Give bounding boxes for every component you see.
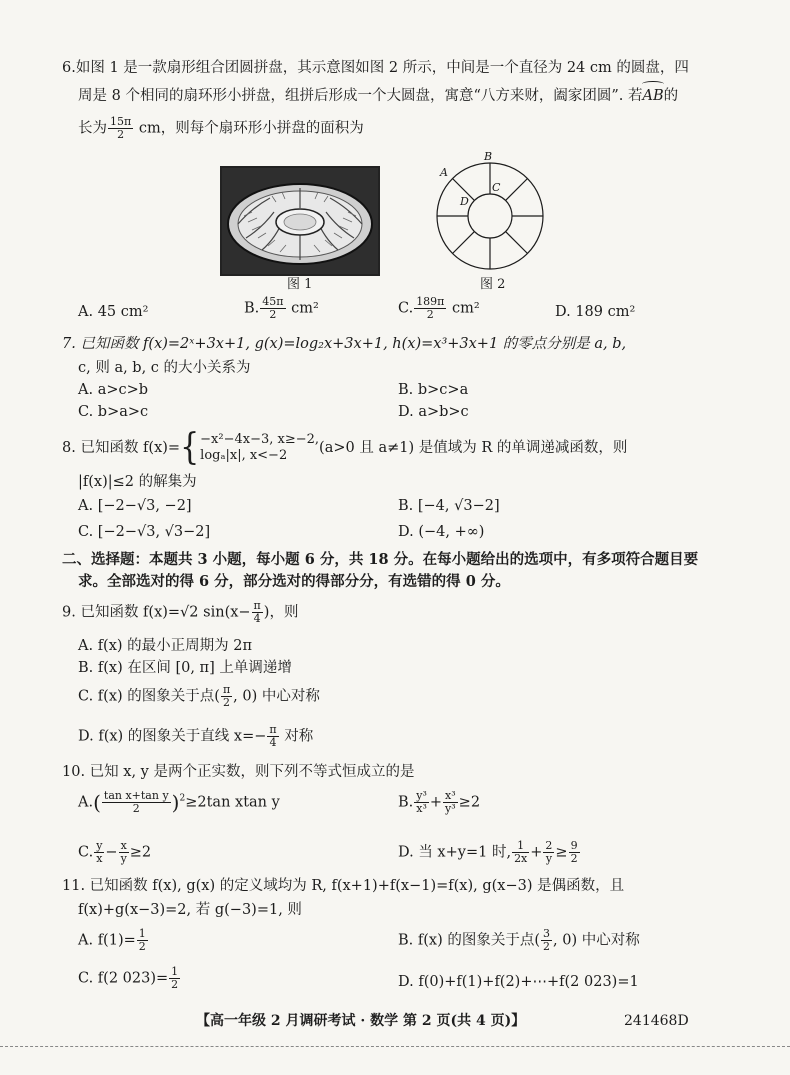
q10-opta-post: ≥2tan xtan y bbox=[185, 794, 280, 811]
q11-optb-post: , 0) 中心对称 bbox=[553, 932, 640, 949]
q9-optd-den: 4 bbox=[269, 736, 277, 749]
q10-stem: 10. 已知 x, y 是两个正实数，则下列不等式恒成立的是 bbox=[62, 764, 415, 780]
q9-option-c: C. f(x) 的图象关于点( $\frac{\pi}{2}$ , 0) 中心对称 bbox=[78, 683, 320, 709]
q8-pre: 8. 已知函数 f(x)= bbox=[62, 440, 181, 456]
q6-len-den: 2 bbox=[117, 128, 125, 141]
q10-optd-den3: 2 bbox=[570, 852, 578, 865]
q8-line1 bbox=[62, 428, 627, 468]
q10-optb-post: ≥2 bbox=[458, 794, 481, 811]
q9-optc-pre: C. f(x) 的图象关于点 bbox=[78, 688, 215, 705]
figure1-caption: 图 1 bbox=[287, 277, 313, 292]
q10-optc-post: ≥2 bbox=[129, 844, 152, 861]
section2-line2: 求。全部选对的得 6 分，部分选对的得部分分，有选错的得 0 分。 bbox=[78, 573, 510, 590]
point-d-label: D bbox=[460, 195, 469, 208]
q10-optc-num2: x bbox=[120, 839, 127, 852]
q10-optc-den1: x bbox=[96, 852, 103, 865]
q6-optb-pre: B. bbox=[244, 300, 260, 317]
q6-line2-text: 周是 8 个相同的扇环形小拼盘，组拼后形成一个大圆盘，寓意“八方来财，阖家团圆”. 若 bbox=[78, 88, 643, 104]
q11-option-a bbox=[78, 928, 149, 953]
q11-optc-pre: C. f(2 023)= bbox=[78, 970, 169, 987]
q11-optc-fraction bbox=[169, 966, 180, 991]
q10-optc-den2: y bbox=[120, 852, 127, 865]
q9-arg-den: 4 bbox=[253, 612, 261, 625]
q10-option-c: C. $\frac{y}{x}$ − $\frac{x}{y}$ ≥2 bbox=[78, 839, 152, 865]
q6-optc-pre: C. bbox=[398, 300, 414, 317]
q10-option-a: A.( $\frac{\text{tan x+tan y}}{2}$ )$^2$≥2tan xtan y bbox=[78, 789, 280, 815]
q6-optb-post: cm² bbox=[286, 300, 319, 317]
q6-optb-den: 2 bbox=[269, 308, 277, 321]
q8-option-c: C. [−2−√3, √3−2] bbox=[78, 524, 211, 540]
q11-opta-pre: A. f(1)= bbox=[78, 932, 136, 949]
footer-code: 241468D bbox=[624, 1013, 689, 1029]
q9-arg-num: π bbox=[253, 599, 261, 612]
q7-option-c: C. b>a>c bbox=[78, 404, 149, 420]
platter-illustration bbox=[222, 168, 378, 274]
q11-option-d: D. f(0)+f(1)+f(2)+⋯+f(2 023)=1 bbox=[398, 974, 639, 990]
q6-optc-num: 189π bbox=[416, 295, 445, 308]
q8-brace: { bbox=[180, 426, 200, 469]
q6-line3-pre: 长为 bbox=[78, 120, 107, 137]
q11-line1: 11. 已知函数 f(x), g(x) 的定义域均为 R, f(x+1)+f(x−1)=f(x), g(x−3) 是偶函数，且 bbox=[62, 878, 625, 894]
q9-optd-fraction bbox=[267, 724, 278, 749]
q9-optd-post: 对称 bbox=[279, 728, 314, 745]
q11-optb-num: 3 bbox=[543, 927, 551, 940]
inner-circle bbox=[468, 194, 512, 238]
q10-opta-fraction bbox=[102, 790, 171, 815]
q11-opta-den: 2 bbox=[138, 940, 146, 953]
q9-stem bbox=[62, 600, 298, 625]
q10-optc-pre: C. bbox=[78, 844, 94, 861]
q6-line3 bbox=[78, 116, 364, 141]
q6-optc-post: cm² bbox=[447, 300, 480, 317]
q6-length-fraction bbox=[108, 116, 133, 141]
q11-optb-fraction bbox=[541, 928, 552, 953]
q10-optb-pre: B. bbox=[398, 794, 414, 811]
q9-optd-pre: D. f(x) 的图象关于直线 x=− bbox=[78, 728, 267, 745]
q10-optb-num2: x³ bbox=[445, 789, 456, 802]
q10-optd-fraction1 bbox=[512, 840, 529, 865]
q11-optc-num: 1 bbox=[171, 965, 179, 978]
section2-line1: 二、选择题：本题共 3 小题，每小题 6 分，共 18 分。在每小题给出的选项中，有多项符合题目要 bbox=[62, 551, 699, 568]
q8-case2: logₐ|x|, x<−2 bbox=[200, 448, 288, 463]
q8-case1: −x²−4x−3, x≥−2, bbox=[200, 432, 320, 447]
footer-title: 【高一年级 2 月调研考试 · 数学 第 2 页(共 4 页)】 bbox=[196, 1013, 526, 1029]
q10-optb-den2: y³ bbox=[445, 802, 456, 815]
point-c-label: C bbox=[492, 181, 501, 194]
q10-optd-pre: D. 当 x+y=1 时, bbox=[398, 844, 512, 861]
q6-optc-den: 2 bbox=[426, 308, 434, 321]
q7-option-b: B. b>c>a bbox=[398, 382, 469, 398]
arc-ab: AB bbox=[642, 88, 664, 104]
q8-post: (a>0 且 a≠1) 是值域为 R 的单调递减函数，则 bbox=[319, 440, 628, 456]
q10-optb-fraction1 bbox=[414, 790, 429, 815]
q10-opta-pre: A. bbox=[78, 794, 94, 811]
footer-dashed-rule bbox=[0, 1046, 790, 1047]
point-b-label: B bbox=[484, 150, 493, 163]
q11-optc-den: 2 bbox=[171, 978, 179, 991]
q6-optb-num: 45π bbox=[262, 295, 284, 308]
q6-line1: 6.如图 1 是一款扇形组合团圆拼盘，其示意图如图 2 所示，中间是一个直径为 24 cm 的圆盘，四 bbox=[62, 60, 689, 76]
q11-option-b: B. f(x) 的图象关于点( $\frac{3}{2}$ , 0) 中心对称 bbox=[398, 927, 640, 953]
q6-len-num: 15π bbox=[110, 115, 132, 128]
q11-option-c bbox=[78, 966, 181, 991]
q10-optd-fraction3 bbox=[569, 840, 580, 865]
q9-arg-fraction bbox=[252, 600, 263, 625]
q10-optb-den1: x³ bbox=[416, 802, 427, 815]
q8-option-d: D. (−4, +∞) bbox=[398, 524, 485, 540]
q8-line2: |f(x)|≤2 的解集为 bbox=[78, 474, 197, 490]
q10-option-d: D. 当 x+y=1 时, $\frac{1}{2x}$ + $\frac{2}{y}$ ≥ $\frac{9}{2}$ bbox=[398, 839, 578, 865]
q10-option-b: B. $\frac{\text{y³}}{\text{x³}}$ + $\frac{\text{x³}}{\text{y³}}$ ≥2 bbox=[398, 789, 481, 815]
point-a-label: A bbox=[440, 166, 448, 179]
q6-option-b bbox=[244, 296, 319, 321]
q8-option-a: A. [−2−√3, −2] bbox=[78, 498, 192, 514]
q6-line2 bbox=[78, 86, 678, 106]
q9-arg-pre: (x− bbox=[224, 604, 251, 621]
q9-option-b: B. f(x) 在区间 [0, π] 上单调递增 bbox=[78, 660, 292, 676]
q9-option-d bbox=[78, 724, 313, 749]
figure2-caption: 图 2 bbox=[480, 277, 506, 292]
q10-optc-fraction1 bbox=[94, 840, 104, 865]
q7-line2: c, 则 a, b, c 的大小关系为 bbox=[78, 360, 251, 376]
q9-optc-num: π bbox=[222, 683, 231, 696]
q9-option-a: A. f(x) 的最小正周期为 2π bbox=[78, 638, 253, 654]
q11-optb-pre: B. f(x) 的图象关于点 bbox=[398, 932, 535, 949]
q6-option-c bbox=[398, 296, 480, 321]
q8-option-b: B. [−4, √3−2] bbox=[398, 498, 500, 514]
q9-optc-fraction bbox=[221, 684, 232, 709]
q7-option-a: A. a>c>b bbox=[78, 382, 149, 398]
q11-line2: f(x)+g(x−3)=2, 若 g(−3)=1, 则 bbox=[78, 902, 302, 918]
q10-optd-num2: 2 bbox=[545, 839, 553, 852]
q9-optd-num: π bbox=[269, 723, 277, 736]
q9-optc-den: 2 bbox=[223, 696, 231, 709]
q9-optc-post: , 0) 中心对称 bbox=[233, 688, 320, 705]
q10-optc-fraction2 bbox=[119, 840, 129, 865]
q6-optb-fraction bbox=[260, 296, 285, 321]
q10-optd-num1: 1 bbox=[512, 840, 529, 853]
q11-opta-num: 1 bbox=[138, 927, 146, 940]
q10-optb-fraction2 bbox=[443, 790, 458, 815]
q6-line3-post: cm，则每个扇环形小拼盘的面积为 bbox=[134, 120, 364, 137]
q9-pre: 9. 已知函数 f(x)=√2 sin bbox=[62, 604, 225, 621]
q6-option-a: A. 45 cm² bbox=[78, 304, 149, 320]
q11-opta-fraction bbox=[137, 928, 148, 953]
q6-option-d: D. 189 cm² bbox=[555, 304, 636, 320]
q9-post: ，则 bbox=[269, 604, 299, 621]
q6-line2-end: 的 bbox=[663, 88, 679, 104]
q10-optd-den1: 2x bbox=[514, 852, 528, 865]
q9-arg-post: ) bbox=[263, 604, 270, 621]
figure1-platter-photo bbox=[220, 166, 380, 276]
q11-optb-den: 2 bbox=[543, 940, 551, 953]
q10-opta-den: 2 bbox=[132, 802, 140, 815]
q7-option-d: D. a>b>c bbox=[398, 404, 469, 420]
q10-opta-num: tan x+tan y bbox=[103, 789, 169, 802]
q10-optc-num1: y bbox=[96, 839, 103, 852]
q8-piecewise bbox=[200, 432, 319, 464]
q10-optd-fraction2 bbox=[543, 840, 554, 865]
figure2-annulus-diagram bbox=[432, 152, 548, 274]
q10-optb-num1: y³ bbox=[416, 789, 427, 802]
q10-optd-den2: y bbox=[545, 852, 553, 865]
q6-optc-fraction bbox=[414, 296, 446, 321]
q7-line1: 7. 已知函数 f(x)=2ˣ+3x+1, g(x)=log₂x+3x+1, h(x)=x³+3x+1 的零点分别是 a, b, bbox=[62, 336, 627, 352]
q10-optd-num3: 9 bbox=[570, 839, 578, 852]
